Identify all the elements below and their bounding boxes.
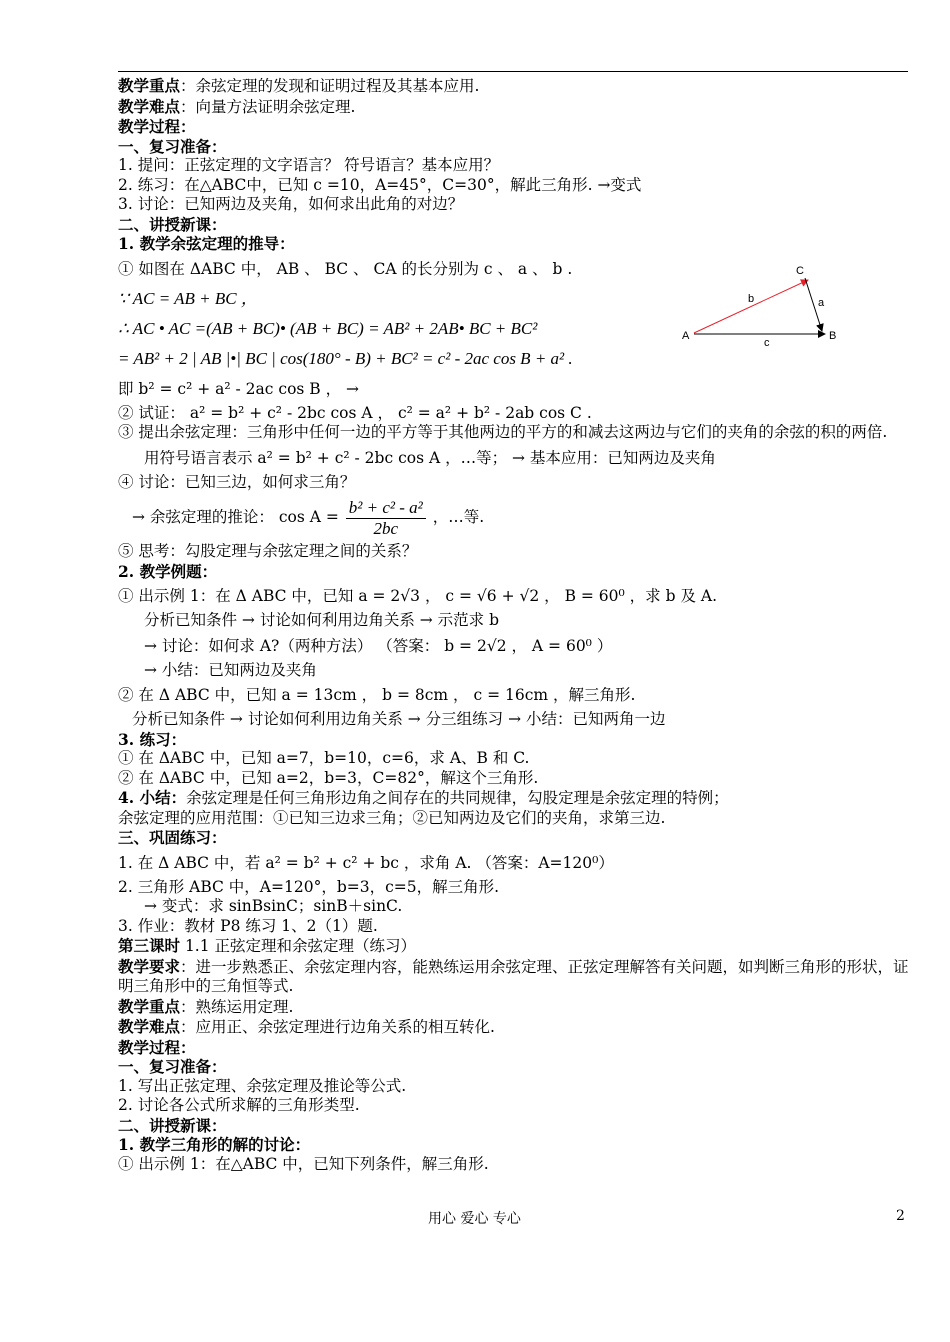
side-c-label: c [764,337,770,349]
line-consolidate-2: 2. 三角形 ABC 中，A=120°，b=3，c=5，解三角形. [118,877,500,896]
page-number: 2 [896,1208,905,1224]
line-consolidate-variant: → 变式：求 sinBsinC；sinB＋sinC. [144,897,403,915]
line-law-of-cosines: ③ 提出余弦定理：三角形中任何一边的平方等于其他两边的平方的和减去这两边与它们的夹角的余弦的积的两倍. [118,423,888,441]
heading-new-lesson: 二、讲授新课： [118,214,227,234]
line-think: ⑤ 思考：勾股定理与余弦定理之间的关系？ [118,542,418,560]
line-symbolic: 用符号语言表示 a² = b² + c² - 2bc cos A ，…等； → 基本应用：已知两边及夹角 [144,448,716,467]
line-key-points-2: 教学重点：熟练运用定理. [118,996,294,1016]
line-difficulty: 教学难点：向量方法证明余弦定理. [118,96,356,116]
line-review-3: 3. 讨论：已知两边及夹角，如何求出此角的对边？ [118,195,464,213]
footer-motto: 用心 爱心 专心 [428,1211,521,1227]
vertex-b-label: B [829,330,837,342]
heading-examples: 2. 教学例题： [118,561,218,581]
vector-b-line [694,280,808,333]
line-practice-1: ① 在 ΔABC 中，已知 a=7，b=10，c=6，求 A、B 和 C. [118,749,530,767]
vertex-c-label: C [796,265,804,277]
line-practice-2: ② 在 ΔABC 中，已知 a=2，b=3，C=82°，解这个三角形. [118,768,539,787]
line-review-1: 1. 提问：正弦定理的文字语言？ 符号语言？基本应用？ [118,156,500,174]
line-review2-1: 1. 写出正弦定理、余弦定理及推论等公式. [118,1076,407,1095]
line-derivation-dot: ∴ AC • AC =(AB + BC)• (AB + BC) = AB² + 2AB• BC + BC² [118,318,538,338]
line-derivation-vector: ∵ AC = AB + BC ， [118,288,258,308]
heading-consolidation: 三、巩固练习： [118,828,227,847]
line-example-discuss: → 讨论：如何求 A?（两种方法） （答案： b = 2√2 ， A = 60⁰ ） [144,636,613,655]
line-example-2: ② 在 Δ ABC 中，已知 a = 13cm ， b = 8cm ， c = 16cm ，解三角形. [118,686,636,704]
line-consolidate-1: 1. 在 Δ ABC 中，若 a² = b² + c² + bc ，求角 A. （答案：A=120⁰） [118,853,614,872]
line-verify: ② 试证： a² = b² + c² - 2bc cos A ， c² = a² + b² - 2ab cos C . [118,403,592,422]
line-summary: 4. 小结：余弦定理是任何三角形边角之间存在的共同规律，勾股定理是余弦定理的特例； [118,788,729,807]
heading-derivation: 1. 教学余弦定理的推导： [118,234,295,253]
line-review2-2: 2. 讨论各公式所求解的三角形类型. [118,1096,360,1114]
side-a-label: a [818,297,825,309]
vertex-a-label: A [682,330,690,342]
line-example-2-analysis: 分析已知条件 → 讨论如何利用边角关系 → 分三组练习 → 小结：已知两角一边 [132,710,666,728]
line-corollary: → 余弦定理的推论： cos A = $\frac{\text{b² + c² - a²}}{2bc}$ ，…等. [132,498,485,538]
heading-review-2: 一、复习准备： [118,1057,227,1076]
line-scope: 余弦定理的应用范围：①已知三边求三角；②已知两边及它们的夹角，求第三边. [118,808,666,827]
line-example-summary: → 小结：已知两边及夹角 [144,660,317,679]
line-review-2: 2. 练习：在△ABC中，已知 c =10，A=45°，C=30°，解此三角形. →变式 [118,175,642,194]
line-example-1: ① 出示例 1：在 Δ ABC 中，已知 a = 2√3 ， c = √6 + √2 ， B = 60⁰ ，求 b 及 A. [118,587,717,605]
corollary-fraction: $\frac{\text{b² + c² - a²}}{2bc}$ [346,498,426,538]
line-difficulty-2: 教学难点：应用正、余弦定理进行边角关系的相互转化. [118,1017,495,1036]
line-solutions-example: ① 出示例 1：在△ABC 中，已知下列条件，解三角形. [118,1154,489,1173]
heading-process-2: 教学过程： [118,1037,196,1057]
line-lesson-three: 第三课时 1.1 正弦定理和余弦定理（练习） [118,936,417,955]
document-body [118,76,913,1174]
heading-solutions: 1. 教学三角形的解的讨论： [118,1135,311,1154]
heading-review: 一、复习准备： [118,136,227,156]
line-homework: 3. 作业：教材 P8 练习 1、2（1）题. [118,916,378,935]
heading-process: 教学过程： [118,117,196,136]
header-rule [118,71,908,72]
side-b-label: b [748,293,755,305]
line-three-sides: ④ 讨论：已知三边，如何求三角？ [118,472,356,491]
line-derivation-result: 即 b² = c² + a² - 2ac cos B ， → [118,379,360,398]
heading-new-lesson-2: 二、讲授新课： [118,1115,227,1135]
heading-practice: 3. 练习： [118,729,187,749]
line-key-points: 教学重点：余弦定理的发现和证明过程及其基本应用. [118,76,480,95]
line-derivation-1: ① 如图在 ΔABC 中， AB 、 BC 、 CA 的长分别为 c 、 a 、 b . [118,259,573,278]
triangle-vector-figure [680,262,840,352]
line-example-analysis: 分析已知条件 → 讨论如何利用边角关系 → 示范求 b [144,611,500,629]
line-requirements: 教学要求：进一步熟悉正、余弦定理内容，能熟练运用余弦定理、正弦定理解答有关问题，如判断三角形的形状，证明三角形中的三角恒等式. [118,956,909,995]
line-derivation-expand: = AB² + 2 | AB |•| BC | cos(180° - B) + BC² = c² - 2ac cos B + a² . [118,348,573,368]
